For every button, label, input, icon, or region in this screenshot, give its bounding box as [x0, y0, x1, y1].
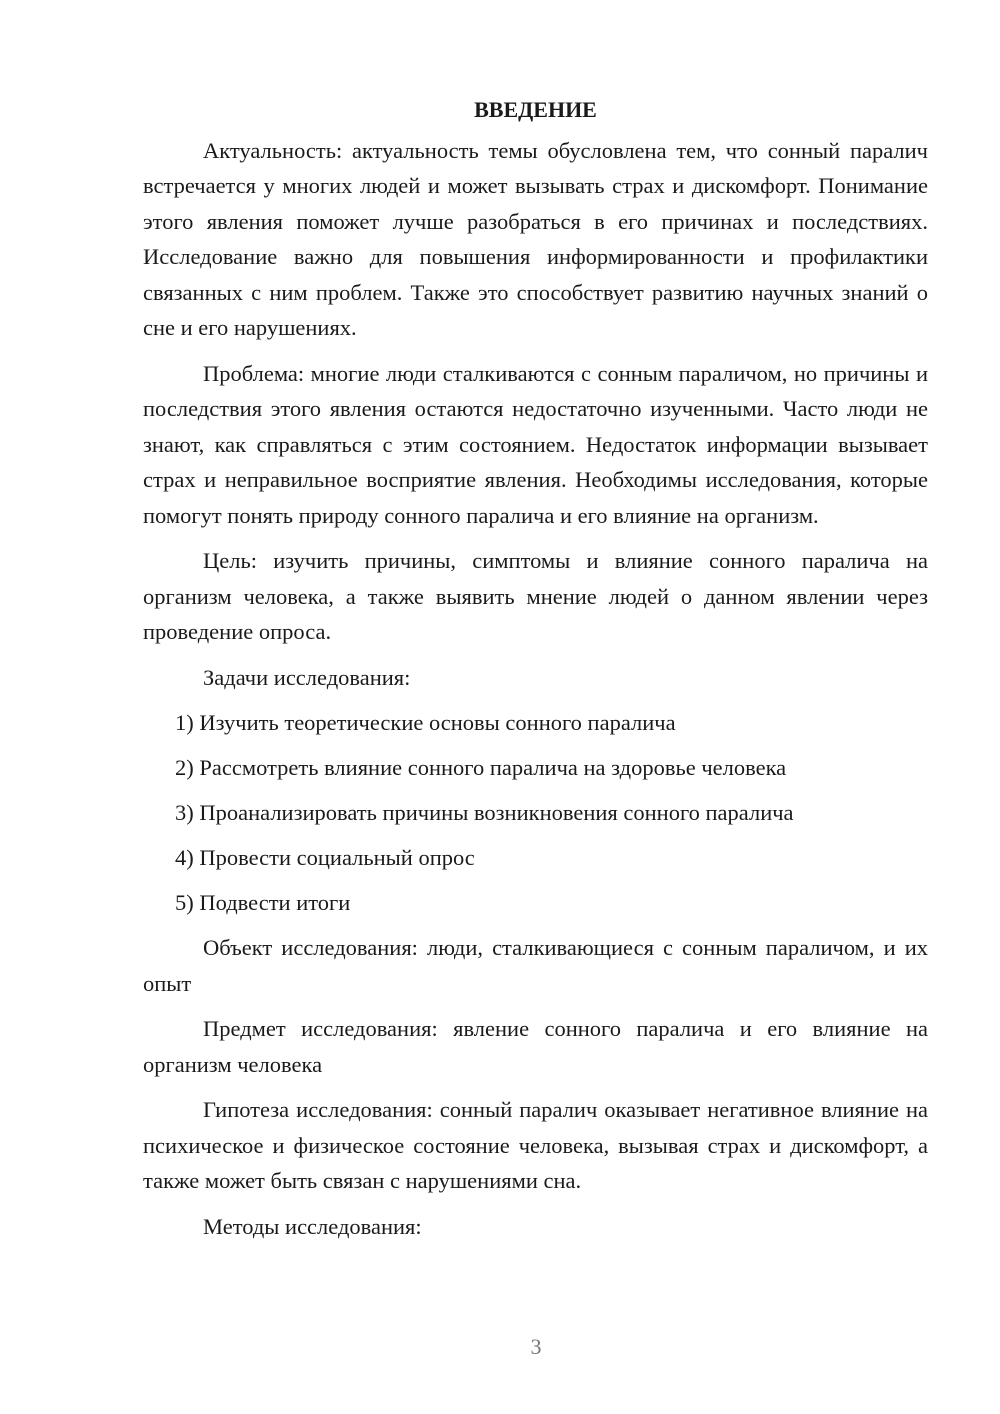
methods-heading: Методы исследования: [203, 1213, 422, 1239]
page-number: 3 [530, 1334, 542, 1359]
task-item: 4) Провести социальный опрос [175, 845, 475, 870]
goal-paragraph: Цель: изучить причины, симптомы и влияние сонного паралича на организм человека, а также выявить мнение людей о данном явлении через проведение опроса. [143, 548, 928, 644]
page-content [143, 92, 928, 1254]
relevance-paragraph: Актуальность: актуальность темы обусловлена тем, что сонный паралич встречается у многих людей и может вызывать страх и дискомфорт. Понимание этого явления поможет лучше разобраться в его причинах и последствиях. Исследование важно для повышения информированности и профилактики связанных с ним проблем. Также это способствует развитию научных знаний о сне и его нарушениях. [143, 137, 928, 340]
tasks-heading: Задачи исследования: [203, 664, 411, 690]
task-item: 2) Рассмотреть влияние сонного паралича на здоровье человека [175, 755, 787, 780]
task-item: 5) Подвести итоги [175, 890, 351, 915]
task-item: 1) Изучить теоретические основы сонного паралича [175, 710, 676, 735]
subject-paragraph: Предмет исследования: явление сонного паралича и его влияние на организм человека [143, 1016, 928, 1077]
tasks-list [143, 705, 928, 921]
object-paragraph: Объект исследования: люди, сталкивающиеся с сонным параличом, и их опыт [143, 935, 928, 996]
page-title: ВВЕДЕНИЕ [474, 97, 597, 122]
task-item: 3) Проанализировать причины возникновения сонного паралича [175, 800, 794, 825]
hypothesis-paragraph: Гипотеза исследования: сонный паралич оказывает негативное влияние на психическое и физическое состояние человека, вызывая страх и дискомфорт, а также может быть связан с нарушениями сна. [143, 1097, 928, 1193]
problem-paragraph: Проблема: многие люди сталкиваются с сонным параличом, но причины и последствия этого явления остаются недостаточно изученными. Часто люди не знают, как справляться с этим состоянием. Недостаток информации вызывает страх и неправильное восприятие явления. Необходимы исследования, которые помогут понять природу сонного паралича и его влияние на организм. [143, 360, 928, 528]
